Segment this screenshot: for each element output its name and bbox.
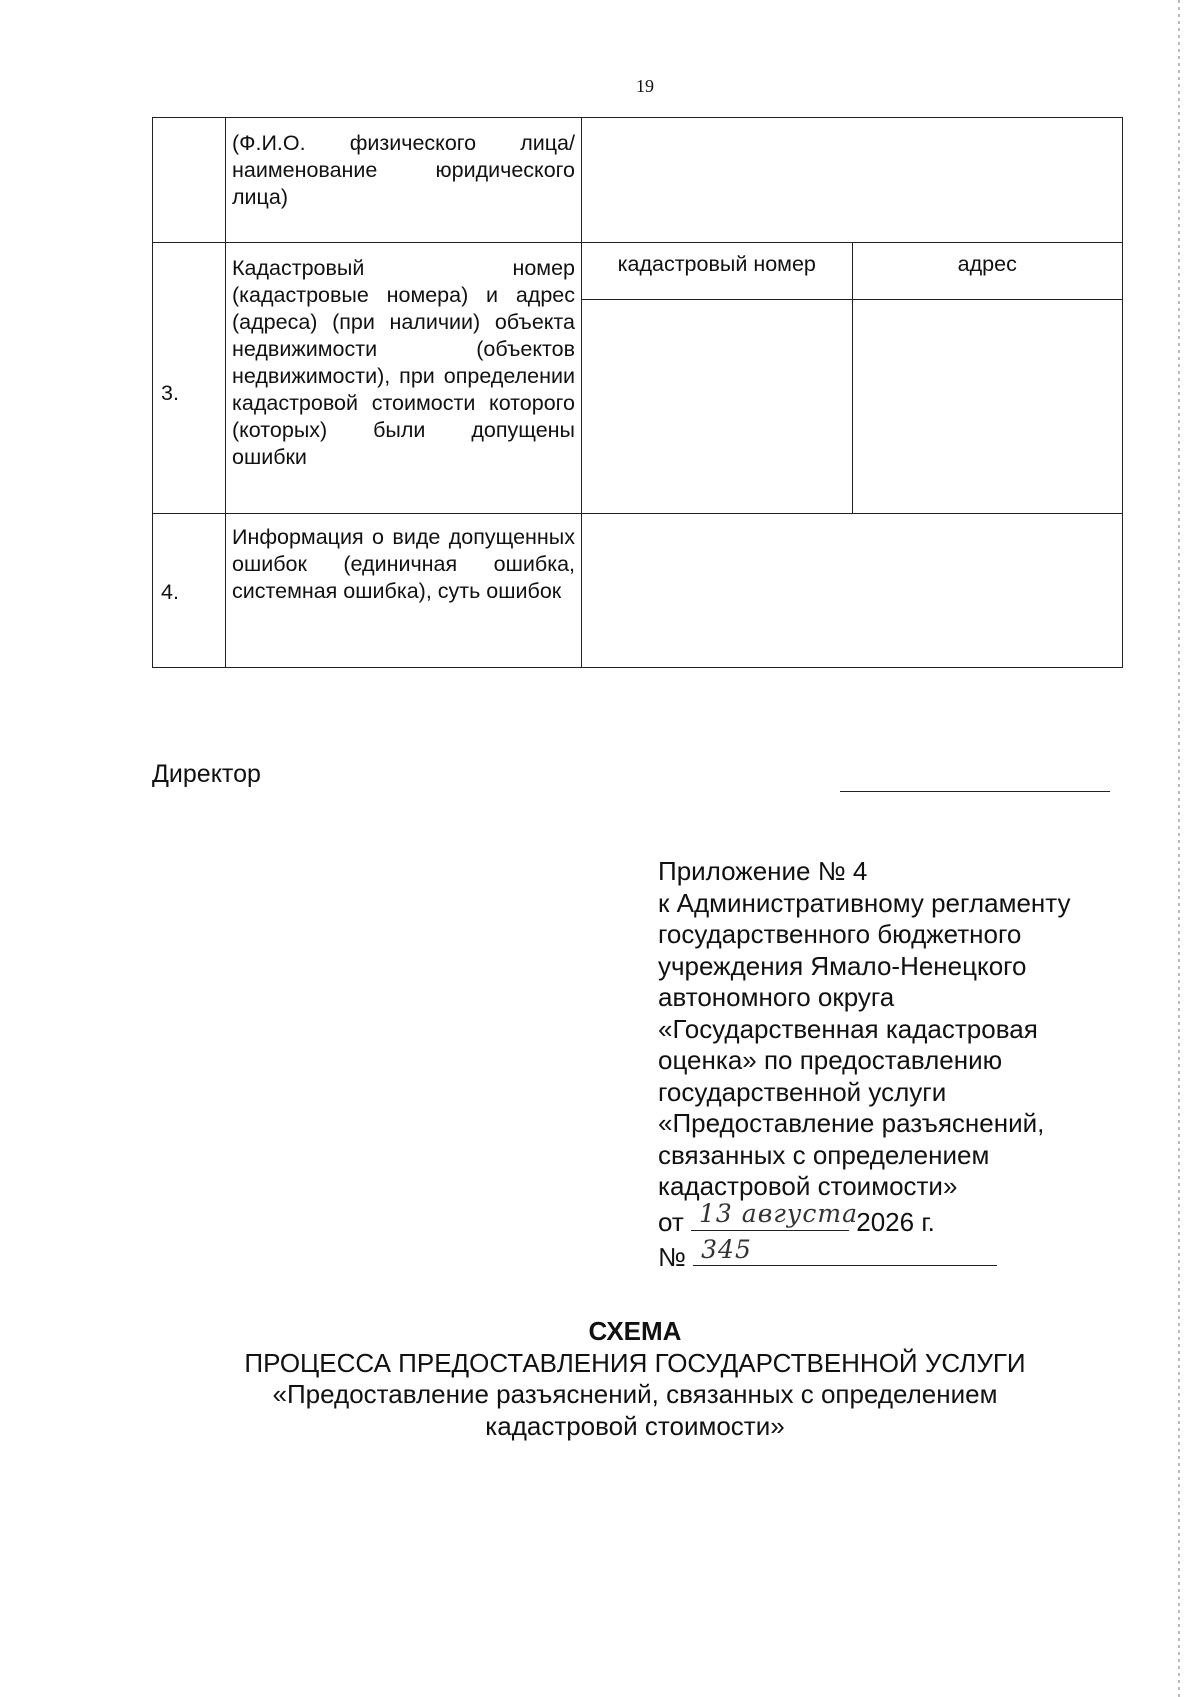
table-row xyxy=(153,118,1123,243)
cadastral-subtable xyxy=(582,243,1122,513)
appendix-number-line xyxy=(658,1234,1128,1274)
handwritten-number: 345 xyxy=(701,1234,752,1264)
page-number: 19 xyxy=(636,76,654,96)
number-prefix: № xyxy=(658,1242,686,1272)
appendix-line: Приложение № 4 xyxy=(658,856,868,886)
error-info-label: Информация о виде допущенных ошибок (единичная ошибка, системная ошибка), суть ошибок xyxy=(232,525,575,603)
scheme-heading xyxy=(0,1316,1200,1442)
address-header: адрес xyxy=(852,243,1122,300)
scan-edge xyxy=(1178,0,1180,1697)
appendix-line: «Государственная кадастровая xyxy=(658,1013,1038,1044)
date-suffix: 2026 г. xyxy=(856,1206,935,1237)
row-number-cell xyxy=(153,118,226,243)
application-form-table xyxy=(152,117,1123,668)
appendix-line: «Предоставление разъяснений, xyxy=(658,1108,1045,1138)
cadastral-number-value-cell[interactable] xyxy=(582,300,852,514)
row-label-cell xyxy=(226,243,582,514)
table-row xyxy=(153,514,1123,668)
row-number-cell: 4. xyxy=(153,514,226,668)
appendix-line: кадастровой стоимости» xyxy=(658,1171,958,1201)
date-prefix: от xyxy=(658,1206,684,1237)
appendix-line: связанных с определением xyxy=(658,1139,990,1170)
appendix-block xyxy=(658,856,1128,1274)
subtable-header-row xyxy=(582,243,1122,300)
table-row xyxy=(153,243,1123,514)
error-info-value-cell[interactable] xyxy=(582,514,1123,668)
appendix-line: к Административному регламенту xyxy=(658,887,1071,918)
scheme-subtitle-line: ПРОЦЕССА ПРЕДОСТАВЛЕНИЯ ГОСУДАРСТВЕННОЙ УСЛУГИ xyxy=(244,1347,1026,1378)
date-field[interactable] xyxy=(691,1199,858,1231)
signature-line xyxy=(840,791,1110,792)
scheme-subtitle-line: кадастровой стоимости» xyxy=(485,1410,785,1441)
cadastral-number-header: кадастровый номер xyxy=(582,243,852,300)
address-value-cell[interactable] xyxy=(852,300,1122,514)
scheme-title: СХЕМА xyxy=(588,1316,682,1346)
appendix-line: государственной услуги xyxy=(658,1076,947,1107)
cadastral-number-label: Кадастровый номер (кадастровые номера) и адрес (адреса) (при наличии) объекта недвижимости (объектов недвижимости), при определении кадастровой стоимости которого (которых) были допущены ошибки xyxy=(232,256,575,469)
subtable-body-row xyxy=(582,300,1122,514)
applicant-name-value-cell[interactable] xyxy=(582,118,1123,243)
cadastral-data-cell xyxy=(582,243,1123,514)
row-label-cell xyxy=(226,118,582,243)
handwritten-date: 13 августа xyxy=(699,1199,858,1228)
number-field[interactable] xyxy=(693,1234,997,1266)
applicant-name-label: (Ф.И.О. физического лица/наименование юридического лица) xyxy=(232,131,575,209)
appendix-line: государственного бюджетного xyxy=(658,919,1022,949)
appendix-line: учреждения Ямало-Ненецкого xyxy=(658,950,1027,981)
scheme-subtitle-line: «Предоставление разъяснений, связанных с определением xyxy=(272,1379,998,1409)
appendix-line: автономного округа xyxy=(658,982,895,1012)
director-label: Директор xyxy=(152,760,261,788)
row-number-cell: 3. xyxy=(153,243,226,514)
appendix-line: оценка» по предоставлению xyxy=(658,1045,1003,1075)
row-label-cell xyxy=(226,514,582,668)
